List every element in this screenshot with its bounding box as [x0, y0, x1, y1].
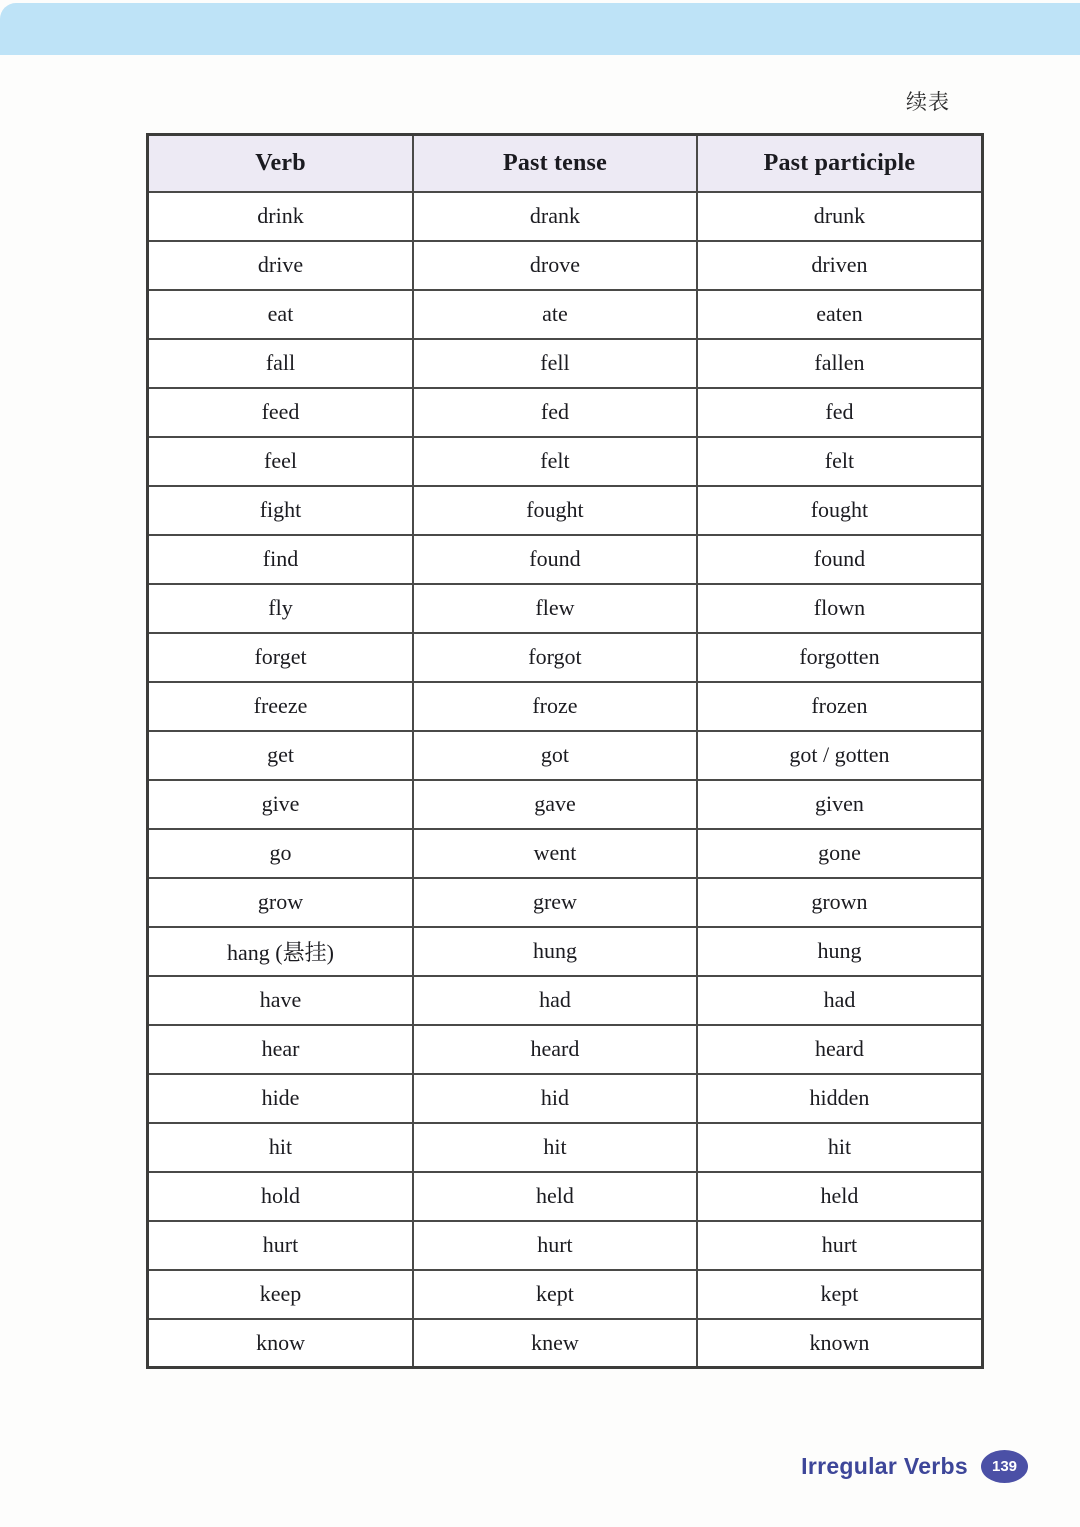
- table-row: [148, 388, 983, 437]
- verb-cell: get: [148, 731, 414, 780]
- table-row: [148, 927, 983, 976]
- table-row: [148, 633, 983, 682]
- past-tense-cell: ate: [413, 290, 697, 339]
- verb-cell: hit: [148, 1123, 414, 1172]
- table-row: [148, 976, 983, 1025]
- verb-cell: hide: [148, 1074, 414, 1123]
- verb-cell: feed: [148, 388, 414, 437]
- past-participle-cell: flown: [697, 584, 983, 633]
- past-participle-cell: hidden: [697, 1074, 983, 1123]
- top-decorative-bar: [0, 3, 1080, 55]
- table-row: [148, 584, 983, 633]
- past-participle-cell: hung: [697, 927, 983, 976]
- verb-cell: have: [148, 976, 414, 1025]
- past-participle-cell: had: [697, 976, 983, 1025]
- past-participle-cell: hit: [697, 1123, 983, 1172]
- past-participle-cell: got / gotten: [697, 731, 983, 780]
- past-participle-cell: frozen: [697, 682, 983, 731]
- past-tense-cell: knew: [413, 1319, 697, 1368]
- past-tense-cell: hid: [413, 1074, 697, 1123]
- past-tense-cell: fought: [413, 486, 697, 535]
- past-tense-cell: drove: [413, 241, 697, 290]
- table-row: [148, 241, 983, 290]
- verb-cell: eat: [148, 290, 414, 339]
- table-row: [148, 1172, 983, 1221]
- past-tense-cell: got: [413, 731, 697, 780]
- table-row: [148, 339, 983, 388]
- verb-cell: feel: [148, 437, 414, 486]
- page-number-badge: 139: [981, 1450, 1028, 1483]
- verb-cell: grow: [148, 878, 414, 927]
- past-tense-cell: felt: [413, 437, 697, 486]
- column-header-verb: Verb: [148, 135, 414, 192]
- table-continued-label: 续表: [906, 90, 950, 114]
- verb-cell: hurt: [148, 1221, 414, 1270]
- irregular-verbs-table: [146, 133, 984, 1369]
- table-header-row: [148, 135, 983, 192]
- table-row: [148, 682, 983, 731]
- past-participle-cell: known: [697, 1319, 983, 1368]
- past-participle-cell: kept: [697, 1270, 983, 1319]
- verb-cell: fight: [148, 486, 414, 535]
- past-tense-cell: fell: [413, 339, 697, 388]
- table-row: [148, 192, 983, 241]
- past-tense-cell: had: [413, 976, 697, 1025]
- past-tense-cell: froze: [413, 682, 697, 731]
- table-row: [148, 1123, 983, 1172]
- verb-cell: drive: [148, 241, 414, 290]
- past-participle-cell: felt: [697, 437, 983, 486]
- verb-cell: find: [148, 535, 414, 584]
- verb-cell: fly: [148, 584, 414, 633]
- footer-section-title: Irregular Verbs: [801, 1453, 968, 1479]
- past-tense-cell: held: [413, 1172, 697, 1221]
- column-header-past-participle: Past participle: [697, 135, 983, 192]
- verb-cell: drink: [148, 192, 414, 241]
- table-row: [148, 1221, 983, 1270]
- past-tense-cell: drank: [413, 192, 697, 241]
- table-row: [148, 290, 983, 339]
- past-participle-cell: eaten: [697, 290, 983, 339]
- past-tense-cell: gave: [413, 780, 697, 829]
- past-tense-cell: went: [413, 829, 697, 878]
- table-row: [148, 878, 983, 927]
- table-body: [148, 192, 983, 1368]
- past-tense-cell: found: [413, 535, 697, 584]
- past-participle-cell: drunk: [697, 192, 983, 241]
- past-tense-cell: fed: [413, 388, 697, 437]
- verb-cell: keep: [148, 1270, 414, 1319]
- page-footer: [801, 1450, 1028, 1483]
- past-participle-cell: hurt: [697, 1221, 983, 1270]
- past-participle-cell: held: [697, 1172, 983, 1221]
- past-tense-cell: grew: [413, 878, 697, 927]
- verb-cell: give: [148, 780, 414, 829]
- verb-cell: fall: [148, 339, 414, 388]
- past-participle-cell: fallen: [697, 339, 983, 388]
- verb-cell: hang (悬挂): [148, 927, 414, 976]
- past-participle-cell: forgotten: [697, 633, 983, 682]
- past-participle-cell: heard: [697, 1025, 983, 1074]
- past-tense-cell: kept: [413, 1270, 697, 1319]
- table-row: [148, 437, 983, 486]
- past-participle-cell: driven: [697, 241, 983, 290]
- table-row: [148, 780, 983, 829]
- verb-cell: hold: [148, 1172, 414, 1221]
- verb-cell: hear: [148, 1025, 414, 1074]
- past-tense-cell: hung: [413, 927, 697, 976]
- past-participle-cell: gone: [697, 829, 983, 878]
- table-row: [148, 1319, 983, 1368]
- past-tense-cell: forgot: [413, 633, 697, 682]
- verb-cell: freeze: [148, 682, 414, 731]
- verb-cell: forget: [148, 633, 414, 682]
- past-tense-cell: hit: [413, 1123, 697, 1172]
- past-participle-cell: found: [697, 535, 983, 584]
- table-row: [148, 535, 983, 584]
- past-participle-cell: grown: [697, 878, 983, 927]
- past-participle-cell: fought: [697, 486, 983, 535]
- table-row: [148, 486, 983, 535]
- table-row: [148, 1074, 983, 1123]
- table-row: [148, 731, 983, 780]
- verb-cell: know: [148, 1319, 414, 1368]
- column-header-past-tense: Past tense: [413, 135, 697, 192]
- past-tense-cell: flew: [413, 584, 697, 633]
- past-tense-cell: heard: [413, 1025, 697, 1074]
- past-participle-cell: given: [697, 780, 983, 829]
- table-row: [148, 1025, 983, 1074]
- past-tense-cell: hurt: [413, 1221, 697, 1270]
- table-row: [148, 1270, 983, 1319]
- table-row: [148, 829, 983, 878]
- past-participle-cell: fed: [697, 388, 983, 437]
- verb-cell: go: [148, 829, 414, 878]
